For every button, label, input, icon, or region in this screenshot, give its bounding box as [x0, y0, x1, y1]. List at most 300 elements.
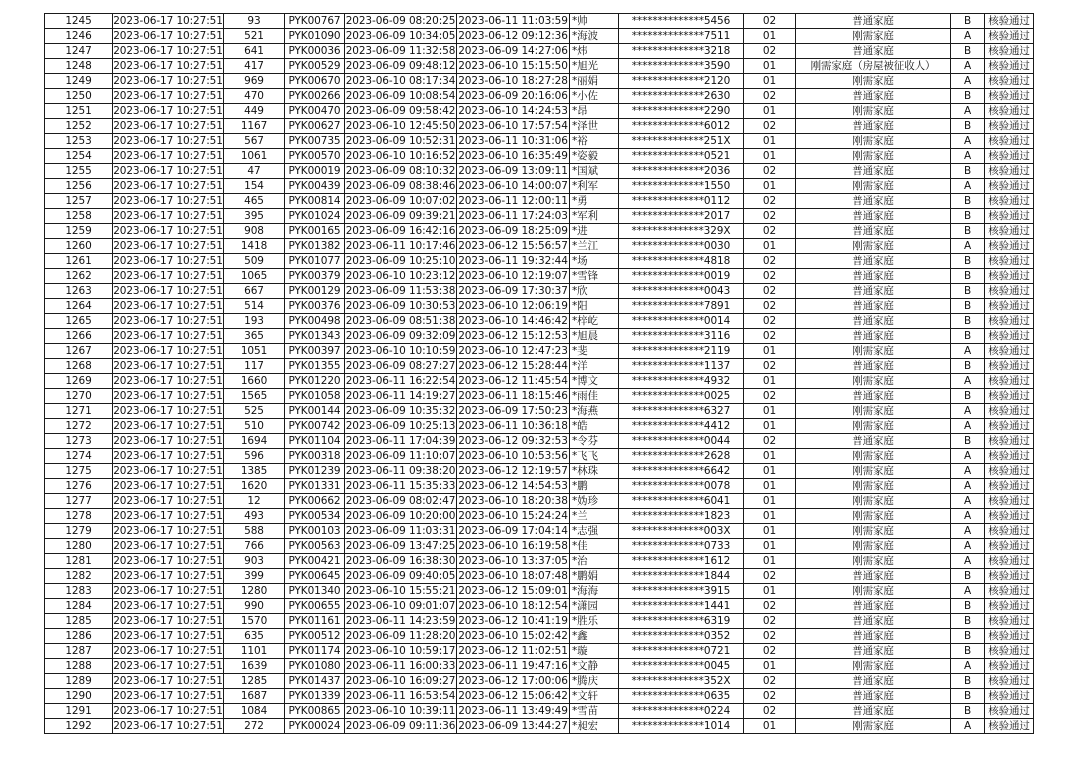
record-time-cell: 2023-06-17 10:27:51 [113, 330, 223, 342]
record-time-cell: 2023-06-17 10:27:51 [113, 510, 223, 522]
category-code-cell: 02 [744, 434, 796, 449]
application-code-cell: PYK01331 [285, 479, 345, 494]
verification-status-cell: 核验通过 [985, 269, 1034, 284]
group-cell: B [951, 254, 985, 269]
review-time-cell: 2023-06-11 17:24:03 [458, 210, 568, 222]
id-number-cell: **************6319 [619, 614, 744, 629]
id-number-cell: **************4412 [619, 419, 744, 434]
table-row [45, 224, 1034, 239]
category-code-cell: 02 [744, 359, 796, 374]
verification-status-cell: 核验通过 [985, 119, 1034, 134]
record-time-cell: 2023-06-17 10:27:51 [113, 645, 223, 657]
application-code-cell: PYK01239 [285, 464, 345, 479]
id-number-cell: **************6041 [619, 494, 744, 509]
table-row [45, 119, 1034, 134]
table-row [45, 14, 1034, 29]
submit-time-cell: 2023-06-09 08:27:27 [345, 360, 456, 372]
category-code-cell: 02 [744, 194, 796, 209]
review-time-cell: 2023-06-09 14:27:06 [458, 45, 568, 57]
verification-status-cell: 核验通过 [985, 479, 1034, 494]
table-row [45, 479, 1034, 494]
verification-status-cell: 核验通过 [985, 554, 1034, 569]
queue-number-cell: 117 [224, 359, 285, 374]
household-type-cell: 刚需家庭 [796, 239, 951, 254]
review-time-cell: 2023-06-09 17:04:14 [458, 525, 568, 537]
submit-time-cell: 2023-06-09 08:20:25 [345, 15, 456, 27]
table-row [45, 254, 1034, 269]
category-code-cell: 02 [744, 329, 796, 344]
applicant-name-cell: *志强 [570, 524, 619, 539]
verification-status-cell: 核验通过 [985, 359, 1034, 374]
record-time-cell: 2023-06-17 10:27:51 [113, 30, 223, 42]
record-time-cell: 2023-06-17 10:27:51 [113, 195, 223, 207]
seq-cell: 1289 [45, 674, 113, 689]
table-row [45, 614, 1034, 629]
application-code-cell: PYK01437 [285, 674, 345, 689]
submit-time-cell: 2023-06-09 09:58:42 [345, 105, 456, 117]
table-row [45, 509, 1034, 524]
table-row [45, 179, 1034, 194]
submit-time-cell: 2023-06-10 10:39:11 [345, 705, 456, 717]
household-type-cell: 普通家庭 [796, 14, 951, 29]
review-time-cell: 2023-06-09 13:09:11 [458, 165, 568, 177]
category-code-cell: 02 [744, 269, 796, 284]
verification-status-cell: 核验通过 [985, 614, 1034, 629]
queue-number-cell: 1639 [224, 659, 285, 674]
review-time-cell: 2023-06-12 10:41:19 [458, 615, 568, 627]
group-cell: A [951, 104, 985, 119]
review-time-cell: 2023-06-09 17:50:23 [458, 405, 568, 417]
application-code-cell: PYK01077 [285, 254, 345, 269]
submit-time-cell: 2023-06-11 16:00:33 [345, 660, 456, 672]
group-cell: A [951, 29, 985, 44]
household-type-cell: 刚需家庭 [796, 509, 951, 524]
record-time-cell: 2023-06-17 10:27:51 [113, 450, 223, 462]
review-time-cell: 2023-06-11 13:49:49 [458, 705, 568, 717]
group-cell: A [951, 419, 985, 434]
table-row [45, 434, 1034, 449]
applicant-name-cell: *兰江 [570, 239, 619, 254]
verification-status-cell: 核验通过 [985, 14, 1034, 29]
review-time-cell: 2023-06-12 11:45:54 [458, 375, 568, 387]
review-time-cell: 2023-06-11 12:00:11 [458, 195, 568, 207]
table-row [45, 569, 1034, 584]
application-code-cell: PYK00742 [285, 419, 345, 434]
group-cell: A [951, 464, 985, 479]
review-time-cell: 2023-06-10 15:02:42 [458, 630, 568, 642]
submit-time-cell: 2023-06-09 10:30:53 [345, 300, 456, 312]
applicant-name-cell: *雪苗 [570, 704, 619, 719]
review-time-cell: 2023-06-10 18:27:28 [458, 75, 568, 87]
seq-cell: 1254 [45, 149, 113, 164]
review-time-cell: 2023-06-10 12:19:07 [458, 270, 568, 282]
submit-time-cell: 2023-06-11 16:22:54 [345, 375, 456, 387]
category-code-cell: 01 [744, 584, 796, 599]
table-row [45, 719, 1034, 734]
seq-cell: 1273 [45, 434, 113, 449]
queue-number-cell: 766 [224, 539, 285, 554]
category-code-cell: 02 [744, 224, 796, 239]
household-type-cell: 刚需家庭 [796, 554, 951, 569]
category-code-cell: 02 [744, 14, 796, 29]
category-code-cell: 02 [744, 254, 796, 269]
applicant-name-cell: *鑫 [570, 629, 619, 644]
submit-time-cell: 2023-06-09 11:53:38 [345, 285, 456, 297]
review-time-cell: 2023-06-11 18:15:46 [458, 390, 568, 402]
queue-number-cell: 525 [224, 404, 285, 419]
table-row [45, 524, 1034, 539]
category-code-cell: 01 [744, 464, 796, 479]
queue-number-cell: 154 [224, 179, 285, 194]
application-code-cell: PYK01058 [285, 389, 345, 404]
id-number-cell: **************329X [619, 224, 744, 239]
review-time-cell: 2023-06-12 09:12:36 [458, 30, 568, 42]
seq-cell: 1248 [45, 59, 113, 74]
applicant-name-cell: *治 [570, 554, 619, 569]
submit-time-cell: 2023-06-09 11:28:20 [345, 630, 456, 642]
household-type-cell: 普通家庭 [796, 89, 951, 104]
id-number-cell: **************2017 [619, 209, 744, 224]
queue-number-cell: 1418 [224, 239, 285, 254]
applicant-name-cell: *欣 [570, 284, 619, 299]
verification-status-cell: 核验通过 [985, 284, 1034, 299]
applicant-name-cell: *令芬 [570, 434, 619, 449]
household-type-cell: 刚需家庭 [796, 149, 951, 164]
category-code-cell: 01 [744, 419, 796, 434]
category-code-cell: 02 [744, 89, 796, 104]
applicant-name-cell: *璇 [570, 644, 619, 659]
seq-cell: 1253 [45, 134, 113, 149]
review-time-cell: 2023-06-09 13:44:27 [458, 720, 568, 732]
application-code-cell: PYK00627 [285, 119, 345, 134]
household-type-cell: 普通家庭 [796, 674, 951, 689]
table-row [45, 44, 1034, 59]
verification-status-cell: 核验通过 [985, 59, 1034, 74]
record-time-cell: 2023-06-17 10:27:51 [113, 240, 223, 252]
household-type-cell: 普通家庭 [796, 599, 951, 614]
record-time-cell: 2023-06-17 10:27:51 [113, 495, 223, 507]
table-row [45, 284, 1034, 299]
applicant-name-cell: *梓屹 [570, 314, 619, 329]
application-code-cell: PYK01090 [285, 29, 345, 44]
seq-cell: 1276 [45, 479, 113, 494]
household-type-cell: 普通家庭 [796, 359, 951, 374]
group-cell: B [951, 119, 985, 134]
household-type-cell: 普通家庭 [796, 209, 951, 224]
seq-cell: 1291 [45, 704, 113, 719]
queue-number-cell: 1280 [224, 584, 285, 599]
applicant-name-cell: *博文 [570, 374, 619, 389]
application-code-cell: PYK00397 [285, 344, 345, 359]
table-row [45, 89, 1034, 104]
applicant-name-cell: *炜 [570, 44, 619, 59]
application-code-cell: PYK00318 [285, 449, 345, 464]
group-cell: B [951, 44, 985, 59]
queue-number-cell: 667 [224, 284, 285, 299]
verification-status-cell: 核验通过 [985, 344, 1034, 359]
record-time-cell: 2023-06-17 10:27:51 [113, 660, 223, 672]
record-time-cell: 2023-06-17 10:27:51 [113, 585, 223, 597]
applicant-name-cell: *军利 [570, 209, 619, 224]
table-row [45, 659, 1034, 674]
seq-cell: 1261 [45, 254, 113, 269]
review-time-cell: 2023-06-10 16:19:58 [458, 540, 568, 552]
table-row [45, 194, 1034, 209]
seq-cell: 1250 [45, 89, 113, 104]
applicant-name-cell: *林珠 [570, 464, 619, 479]
id-number-cell: **************0112 [619, 194, 744, 209]
group-cell: B [951, 644, 985, 659]
review-time-cell: 2023-06-10 14:00:07 [458, 180, 568, 192]
record-time-cell: 2023-06-17 10:27:51 [113, 300, 223, 312]
group-cell: A [951, 59, 985, 74]
id-number-cell: **************1823 [619, 509, 744, 524]
application-code-cell: PYK00767 [285, 14, 345, 29]
seq-cell: 1290 [45, 689, 113, 704]
id-number-cell: **************1612 [619, 554, 744, 569]
id-number-cell: **************2628 [619, 449, 744, 464]
application-code-cell: PYK01340 [285, 584, 345, 599]
verification-status-cell: 核验通过 [985, 149, 1034, 164]
record-time-cell: 2023-06-17 10:27:51 [113, 135, 223, 147]
record-time-cell: 2023-06-17 10:27:51 [113, 435, 223, 447]
id-number-cell: **************0521 [619, 149, 744, 164]
applicant-name-cell: *昶宏 [570, 719, 619, 734]
record-time-cell: 2023-06-17 10:27:51 [113, 705, 223, 717]
applicant-name-cell: *阳 [570, 299, 619, 314]
group-cell: B [951, 89, 985, 104]
table-row [45, 359, 1034, 374]
id-number-cell: **************7891 [619, 299, 744, 314]
verification-status-cell: 核验通过 [985, 644, 1034, 659]
queue-number-cell: 1620 [224, 479, 285, 494]
seq-cell: 1275 [45, 464, 113, 479]
record-time-cell: 2023-06-17 10:27:51 [113, 390, 223, 402]
category-code-cell: 01 [744, 494, 796, 509]
table-row [45, 389, 1034, 404]
submit-time-cell: 2023-06-09 16:38:30 [345, 555, 456, 567]
category-code-cell: 01 [744, 344, 796, 359]
seq-cell: 1282 [45, 569, 113, 584]
verification-status-cell: 核验通过 [985, 419, 1034, 434]
group-cell: A [951, 554, 985, 569]
applicant-name-cell: *勇 [570, 194, 619, 209]
queue-number-cell: 567 [224, 134, 285, 149]
category-code-cell: 02 [744, 674, 796, 689]
record-time-cell: 2023-06-17 10:27:51 [113, 90, 223, 102]
queue-number-cell: 596 [224, 449, 285, 464]
applicant-name-cell: *裕 [570, 134, 619, 149]
id-number-cell: **************0025 [619, 389, 744, 404]
application-code-cell: PYK00529 [285, 59, 345, 74]
seq-cell: 1263 [45, 284, 113, 299]
category-code-cell: 02 [744, 614, 796, 629]
submit-time-cell: 2023-06-09 10:34:05 [345, 30, 456, 42]
application-code-cell: PYK01339 [285, 689, 345, 704]
seq-cell: 1277 [45, 494, 113, 509]
group-cell: A [951, 344, 985, 359]
group-cell: B [951, 599, 985, 614]
table-body [45, 14, 1034, 734]
submit-time-cell: 2023-06-09 11:03:31 [345, 525, 456, 537]
group-cell: B [951, 164, 985, 179]
review-time-cell: 2023-06-10 12:47:23 [458, 345, 568, 357]
submit-time-cell: 2023-06-10 09:01:07 [345, 600, 456, 612]
application-code-cell: PYK01024 [285, 209, 345, 224]
household-type-cell: 刚需家庭 [796, 404, 951, 419]
application-code-cell: PYK00144 [285, 404, 345, 419]
application-code-cell: PYK00814 [285, 194, 345, 209]
record-time-cell: 2023-06-17 10:27:51 [113, 315, 223, 327]
application-code-cell: PYK00376 [285, 299, 345, 314]
application-code-cell: PYK01343 [285, 329, 345, 344]
group-cell: A [951, 74, 985, 89]
seq-cell: 1252 [45, 119, 113, 134]
seq-cell: 1284 [45, 599, 113, 614]
queue-number-cell: 449 [224, 104, 285, 119]
seq-cell: 1256 [45, 179, 113, 194]
submit-time-cell: 2023-06-10 12:45:50 [345, 120, 456, 132]
category-code-cell: 02 [744, 629, 796, 644]
applicant-name-cell: *海波 [570, 29, 619, 44]
group-cell: B [951, 299, 985, 314]
category-code-cell: 02 [744, 284, 796, 299]
household-type-cell: 刚需家庭 [796, 584, 951, 599]
review-time-cell: 2023-06-12 15:06:42 [458, 690, 568, 702]
verification-status-cell: 核验通过 [985, 224, 1034, 239]
submit-time-cell: 2023-06-09 10:25:13 [345, 420, 456, 432]
seq-cell: 1246 [45, 29, 113, 44]
id-number-cell: **************4818 [619, 254, 744, 269]
verification-status-cell: 核验通过 [985, 29, 1034, 44]
submit-time-cell: 2023-06-09 13:47:25 [345, 540, 456, 552]
seq-cell: 1251 [45, 104, 113, 119]
verification-status-cell: 核验通过 [985, 239, 1034, 254]
review-time-cell: 2023-06-12 15:09:01 [458, 585, 568, 597]
application-code-cell: PYK00735 [285, 134, 345, 149]
applicant-name-cell: *昂 [570, 104, 619, 119]
applicant-name-cell: *姿毅 [570, 149, 619, 164]
verification-status-cell: 核验通过 [985, 659, 1034, 674]
application-code-cell: PYK00103 [285, 524, 345, 539]
review-time-cell: 2023-06-10 16:35:49 [458, 150, 568, 162]
table-row [45, 74, 1034, 89]
category-code-cell: 01 [744, 509, 796, 524]
household-type-cell: 普通家庭 [796, 434, 951, 449]
review-time-cell: 2023-06-10 15:24:24 [458, 510, 568, 522]
record-time-cell: 2023-06-17 10:27:51 [113, 75, 223, 87]
table-row [45, 464, 1034, 479]
queue-number-cell: 193 [224, 314, 285, 329]
application-code-cell: PYK01355 [285, 359, 345, 374]
id-number-cell: **************0043 [619, 284, 744, 299]
queue-number-cell: 399 [224, 569, 285, 584]
verification-status-cell: 核验通过 [985, 464, 1034, 479]
id-number-cell: **************0044 [619, 434, 744, 449]
review-time-cell: 2023-06-09 20:16:06 [458, 90, 568, 102]
id-number-cell: **************2120 [619, 74, 744, 89]
verification-status-cell: 核验通过 [985, 509, 1034, 524]
group-cell: B [951, 359, 985, 374]
household-type-cell: 普通家庭 [796, 254, 951, 269]
seq-cell: 1288 [45, 659, 113, 674]
submit-time-cell: 2023-06-09 08:38:46 [345, 180, 456, 192]
queue-number-cell: 465 [224, 194, 285, 209]
seq-cell: 1267 [45, 344, 113, 359]
category-code-cell: 02 [744, 314, 796, 329]
id-number-cell: **************0019 [619, 269, 744, 284]
seq-cell: 1269 [45, 374, 113, 389]
verification-status-cell: 核验通过 [985, 74, 1034, 89]
applicant-name-cell: *雪锋 [570, 269, 619, 284]
verification-status-cell: 核验通过 [985, 389, 1034, 404]
applicant-name-cell: *佳 [570, 539, 619, 554]
verification-status-cell: 核验通过 [985, 194, 1034, 209]
queue-number-cell: 1101 [224, 644, 285, 659]
record-time-cell: 2023-06-17 10:27:51 [113, 405, 223, 417]
review-time-cell: 2023-06-12 15:12:53 [458, 330, 568, 342]
record-time-cell: 2023-06-17 10:27:51 [113, 15, 223, 27]
group-cell: A [951, 524, 985, 539]
review-time-cell: 2023-06-12 12:19:57 [458, 465, 568, 477]
group-cell: A [951, 509, 985, 524]
application-code-cell: PYK01220 [285, 374, 345, 389]
submit-time-cell: 2023-06-10 10:16:52 [345, 150, 456, 162]
submit-time-cell: 2023-06-10 08:17:34 [345, 75, 456, 87]
seq-cell: 1283 [45, 584, 113, 599]
category-code-cell: 01 [744, 134, 796, 149]
seq-cell: 1264 [45, 299, 113, 314]
group-cell: A [951, 404, 985, 419]
record-time-cell: 2023-06-17 10:27:51 [113, 480, 223, 492]
household-type-cell: 刚需家庭 [796, 479, 951, 494]
table-row [45, 209, 1034, 224]
household-type-cell: 普通家庭 [796, 629, 951, 644]
queue-number-cell: 1687 [224, 689, 285, 704]
category-code-cell: 02 [744, 569, 796, 584]
record-time-cell: 2023-06-17 10:27:51 [113, 255, 223, 267]
review-time-cell: 2023-06-10 12:06:19 [458, 300, 568, 312]
verification-status-cell: 核验通过 [985, 674, 1034, 689]
category-code-cell: 01 [744, 719, 796, 734]
verification-status-cell: 核验通过 [985, 494, 1034, 509]
id-number-cell: **************0224 [619, 704, 744, 719]
seq-cell: 1247 [45, 44, 113, 59]
applicant-name-cell: *丽娟 [570, 74, 619, 89]
record-time-cell: 2023-06-17 10:27:51 [113, 555, 223, 567]
record-time-cell: 2023-06-17 10:27:51 [113, 225, 223, 237]
review-time-cell: 2023-06-12 15:56:57 [458, 240, 568, 252]
record-time-cell: 2023-06-17 10:27:51 [113, 420, 223, 432]
record-time-cell: 2023-06-17 10:27:51 [113, 540, 223, 552]
category-code-cell: 02 [744, 704, 796, 719]
submit-time-cell: 2023-06-09 10:52:31 [345, 135, 456, 147]
verification-status-cell: 核验通过 [985, 449, 1034, 464]
record-time-cell: 2023-06-17 10:27:51 [113, 720, 223, 732]
group-cell: B [951, 314, 985, 329]
id-number-cell: **************0078 [619, 479, 744, 494]
verification-status-cell: 核验通过 [985, 164, 1034, 179]
category-code-cell: 02 [744, 689, 796, 704]
group-cell: B [951, 389, 985, 404]
record-time-cell: 2023-06-17 10:27:51 [113, 150, 223, 162]
id-number-cell: **************352X [619, 674, 744, 689]
id-number-cell: **************0635 [619, 689, 744, 704]
record-time-cell: 2023-06-17 10:27:51 [113, 675, 223, 687]
application-code-cell: PYK00865 [285, 704, 345, 719]
household-type-cell: 刚需家庭 [796, 464, 951, 479]
record-time-cell: 2023-06-17 10:27:51 [113, 630, 223, 642]
